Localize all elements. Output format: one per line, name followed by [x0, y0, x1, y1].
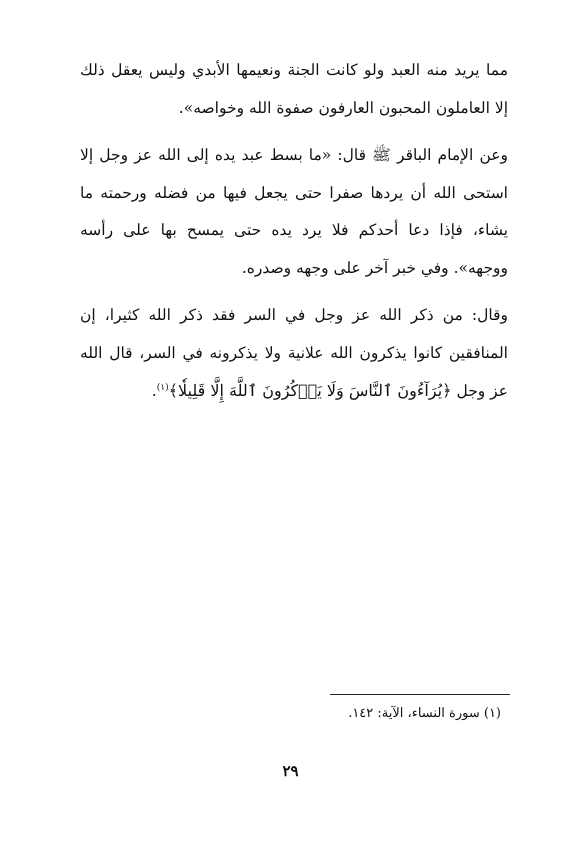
paragraph-2: وعن الإمام الباقر ﷺ قال: «ما بسط عبد يده إلى الله عز وجل إلا استحى الله أن يردها صفرا حتى يجعل فيها من فضله ورحمته ما يشاء، فإذا دعا أحدكم فلا يرد يده حتى يمسح بها على رأسه ووجهه». وفي خبر آخر على وجهه وصدره. — [80, 146, 508, 277]
footnote: (١) سورة النساء، الآية: ١٤٢. — [348, 706, 501, 721]
footnote-divider — [330, 694, 510, 695]
paragraph-3 — [80, 297, 508, 411]
body-text — [80, 52, 508, 411]
paragraph-3-text: وقال: من ذكر الله عز وجل في السر فقد ذكر الله كثيرا، إن المنافقين كانوا يذكرون الله علانية ولا يذكرونه في السر، قال الله عز وجل — [80, 306, 508, 400]
page-number: ٢٩ — [282, 762, 299, 780]
quran-verse: ﴿يُرَآءُونَ ٱلنَّاسَ وَلَا يَذۡكُرُونَ ٱللَّهَ إِلَّا قَلِيلٗا﴾ — [168, 381, 452, 400]
paragraph-1: مما يريد منه العبد ولو كانت الجنة ونعيمها الأبدي وليس يعقل ذلك إلا العاملون المحبون العارفون صفوة الله وخواصه». — [80, 61, 508, 117]
footnote-reference: (١) — [156, 382, 169, 393]
paragraph-3-end: . — [151, 382, 157, 400]
